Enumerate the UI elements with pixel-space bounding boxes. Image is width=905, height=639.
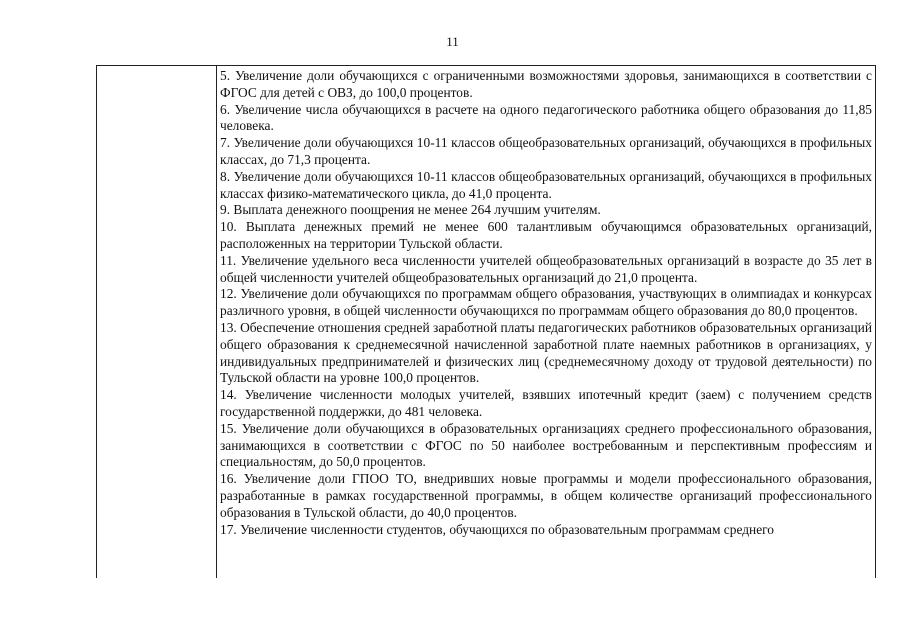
table-left-cell bbox=[97, 66, 217, 578]
table-right-cell bbox=[217, 66, 875, 578]
indicator-item-13: 13. Обеспечение отношения средней заработной платы педагогических работников образовательных организаций общего образования к среднемесячной начисленной заработной плате наемных работников в организациях, у индивидуальных предпринимателей и физических лиц (среднемесячному доходу от трудовой деятельности) по Тульской области на уровне 100,0 процентов. bbox=[220, 319, 872, 386]
indicator-item-12: 12. Увеличение доли обучающихся по программам общего образования, участвующих в олимпиадах и конкурсах различного уровня, в общей численности обучающихся по программам общего образования до 80,0 процентов. bbox=[220, 286, 872, 319]
indicator-item-6: 6. Увеличение числа обучающихся в расчете на одного педагогического работника общего образования до 11,85 человека. bbox=[220, 101, 872, 134]
indicator-item-10: 10. Выплата денежных премий не менее 600 талантливым обучающимся образовательных организаций, расположенных на территории Тульской области. bbox=[220, 219, 872, 251]
indicator-item-8: 8. Увеличение доли обучающихся 10-11 классов общеобразовательных организаций, обучающихся в профильных классах физико-математического цикла, до 41,0 процента. bbox=[220, 168, 872, 201]
indicator-item-9: 9. Выплата денежного поощрения не менее 264 лучшим учителям. bbox=[220, 202, 601, 218]
indicator-item-17: 17. Увеличение численности студентов, обучающихся по образовательным программам среднего bbox=[220, 521, 774, 537]
indicator-item-16: 16. Увеличение доли ГПОО ТО, внедривших новые программы и модели профессионального образования, разработанные в рамках государственной программы, в общем количестве организаций профессионального образования в Тульской области, до 40,0 процентов. bbox=[220, 471, 872, 520]
page-number: 11 bbox=[446, 34, 459, 49]
indicator-item-15: 15. Увеличение доли обучающихся в образовательных организациях среднего профессионального образования, занимающихся в соответствии с ФГОС по 50 наиболее востребованным и перспективным профессиям и специальностям, до 50,0 процентов. bbox=[220, 420, 872, 470]
indicators-table bbox=[96, 65, 876, 578]
indicator-item-5: 5. Увеличение доли обучающихся с ограниченными возможностями здоровья, занимающихся в соответствии с ФГОС для детей с ОВЗ, до 100,0 процентов. bbox=[220, 68, 872, 100]
indicator-item-14: 14. Увеличение численности молодых учителей, взявших ипотечный кредит (заем) с получением средств государственной поддержки, до 481 человека. bbox=[220, 387, 872, 419]
indicator-item-7: 7. Увеличение доли обучающихся 10-11 классов общеобразовательных организаций, обучающихся в профильных классах, до 71,3 процента. bbox=[220, 135, 872, 167]
indicator-item-11: 11. Увеличение удельного веса численности учителей общеобразовательных организаций в возрасте до 35 лет в общей численности учителей общеобразовательных организаций до 21,0 процента. bbox=[220, 252, 872, 285]
